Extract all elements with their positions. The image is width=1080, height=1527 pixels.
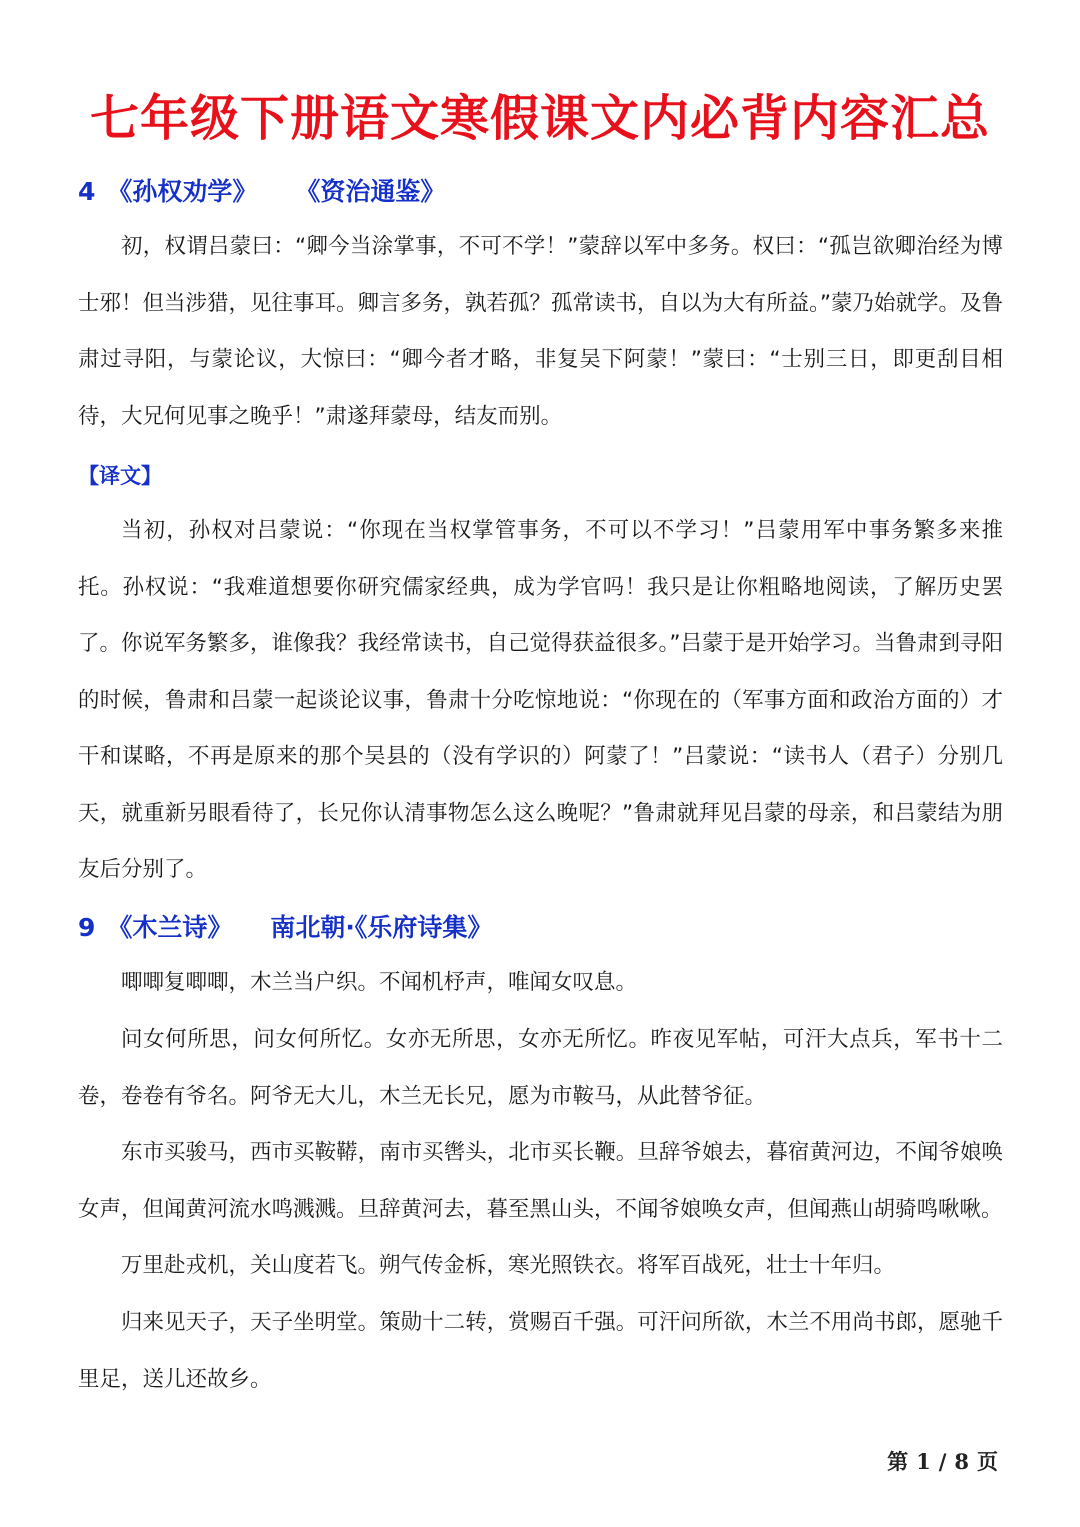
section-number: 9 [78,913,96,942]
section-heading-4 [78,172,445,212]
section-9-paragraph-2: 问女何所思，问女何所忆。女亦无所思，女亦无所忆。昨夜见军帖，可汗大点兵，军书十二卷，卷卷有爷名。阿爷无大儿，木兰无长兄，愿为市鞍马，从此替爷征。 [78,1027,1003,1109]
section-9-paragraph-1: 唧唧复唧唧，木兰当户织。不闻机杼声，唯闻女叹息。 [121,970,638,995]
section-title: 《孙权劝学》 [107,177,258,206]
section-heading-9 [78,908,492,948]
total-pages: 8 [954,1449,969,1474]
section-9-paragraph-5: 归来见天子，天子坐明堂。策勋十二转，赏赐百千强。可汗问所欲，木兰不用尚书郎，愿驰千里足，送儿还故乡。 [78,1310,1003,1392]
page-prefix: 第 [887,1449,909,1474]
section-title: 《木兰诗》 [107,913,233,942]
page-number [883,1444,1002,1480]
translation-paragraph: 当初，孙权对吕蒙说：“你现在当权掌管事务，不可以不学习！”吕蒙用军中事务繁多来推托。孙权说：“我难道想要你研究儒家经典，成为学官吗！我只是让你粗略地阅读，了解历史罢了。你说军务繁多，谁像我？我经常读书，自己觉得获益很多。”吕蒙于是开始学习。当鲁肃到寻阳的时候，鲁肃和吕蒙一起谈论议事，鲁肃十分吃惊地说：“你现在的（军事方面和政治方面的）才干和谋略，不再是原来的那个吴县的（没有学识的）阿蒙了！”吕蒙说：“读书人（君子）分别几天，就重新另眼看待了，长兄你认清事物怎么这么晚呢？”鲁肃就拜见吕蒙的母亲，和吕蒙结为朋友后分别了。 [78,518,1003,882]
section-9-paragraph-3: 东市买骏马，西市买鞍鞯，南市买辔头，北市买长鞭。旦辞爷娘去，暮宿黄河边，不闻爷娘唤女声，但闻黄河流水鸣溅溅。旦辞黄河去，暮至黑山头，不闻爷娘唤女声，但闻燕山胡骑鸣啾啾。 [78,1140,1003,1222]
current-page: 1 [916,1449,931,1474]
page-title: 七年级下册语文寒假课文内必背内容汇总 [89,90,990,147]
section-4-paragraph-1: 初，权谓吕蒙曰：“卿今当涂掌事，不可不学！”蒙辞以军中多务。权曰：“孤岂欲卿治经为博士邪！但当涉猎，见往事耳。卿言多务，孰若孤？孤常读书，自以为大有所益。”蒙乃始就学。及鲁肃过寻阳，与蒙论议，大惊曰：“卿今者才略，非复吴下阿蒙！”蒙曰：“士别三日，即更刮目相待，大兄何见事之晚乎！”肃遂拜蒙母，结友而别。 [78,234,1003,429]
translation-label: 【译文】 [78,464,162,488]
section-9-paragraph-4: 万里赴戎机，关山度若飞。朔气传金柝，寒光照铁衣。将军百战死，壮士十年归。 [121,1253,896,1278]
page-separator: / [938,1449,947,1474]
section-source: 南北朝·《乐府诗集》 [270,913,493,942]
section-source: 《资治通鉴》 [295,177,446,206]
page-suffix: 页 [977,1449,998,1474]
section-number: 4 [78,177,96,206]
